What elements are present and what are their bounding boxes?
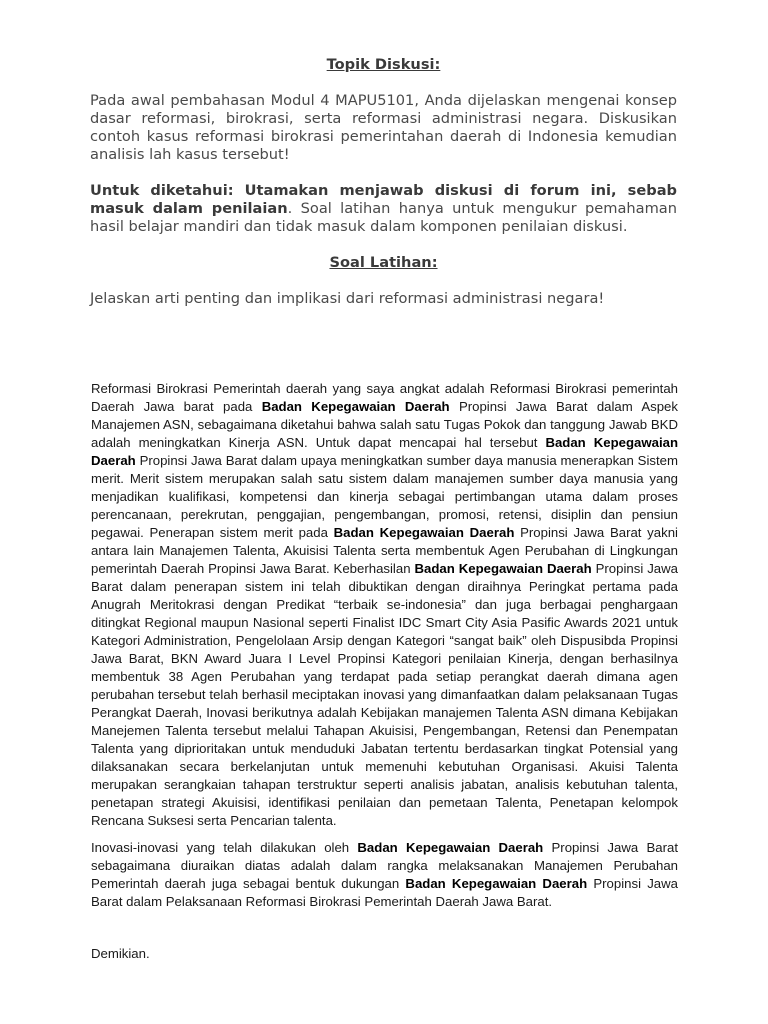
answer-text-segment: Propinsi Jawa Barat dalam upaya meningkatkan sumber daya manusia menerapkan Sistem merit. Merit sistem merupakan salah satu sistem dalam manajemen sumber daya manusia yang menjadikan kualifikasi, kompetensi dan kinerja sebagai pertimbangan utama dalam proses perencanaan, perekrutan, penggajian, pengembangan, promosi, retensi, disiplin dan pensiun pegawai. Penerapan sistem merit pada <box>91 453 678 540</box>
answer-text-segment: Propinsi Jawa Barat yakni antara lain Manajemen Talenta, Akuisisi Talenta serta membentuk Agen Perubahan di Lingkungan pemerintah Daerah Propinsi Jawa Barat. Keberhasilan <box>91 525 678 576</box>
answer-bold-segment: Badan Kepegawaian Daerah <box>261 399 450 414</box>
answer-bold-segment: Badan Kepegawaian Daerah <box>333 525 515 540</box>
answer-text-segment: Inovasi-inovasi yang telah dilakukan oleh <box>91 840 358 855</box>
soal-question: Jelaskan arti penting dan implikasi dari reformasi administrasi negara! <box>90 290 605 307</box>
answer-bold-segment: Badan Kepegawaian Daerah <box>91 435 678 468</box>
answer-text-segment: Propinsi Jawa Barat dalam penerapan sistem ini telah dibuktikan dengan diraihnya Peringkat pertama pada Anugrah Meritokrasi dengan Predikat “terbaik se-indonesia” dan juga berbagai penghargaan ditingkat Regional maupun Nasional seperti Finalist IDC Smart City Asia Pasific Awards 2021 untuk Kategori Administration, Pengelolaan Arsip dengan Kategori “sangat baik” oleh Dispusibda Propinsi Jawa Barat, BKN Award Juara I Level Propinsi Kategori penilaian Kinerja, dengan berhasilnya membentuk 38 Agen Perubahan yang terdapat pada setiap perangkat daerah dimana agen perubahan tersebut telah berhasil meciptakan inovasi yang dimanfaatkan dalam pelaksanaan Tugas Perangkat Daerah, Inovasi berikutnya adalah Kebijakan manajemen Talenta ASN dimana Kebijakan Manejemen Talenta tersebut melalui Tahapan Akuisisi, Pengembangan, Retensi dan Penempatan Talenta yang diprioritakan untuk menduduki Jabatan tertentu berdasarkan tingkat Potensial yang dilaksanakan secara berkelanjutan untuk memenuhi kebutuhan Organisasi. Akuisi Talenta merupakan serangkaian tahapan terstruktur seperti analisis jabatan, analisis kebutuhan talenta, penetapan strategi Akuisisi, identifikasi penilaian dan pemetaan Talenta, Penetapan kelompok Rencana Suksesi serta Pencarian talenta. <box>91 561 678 828</box>
answer-text-segment: Propinsi Jawa Barat dalam Pelaksanaan Reformasi Birokrasi Pemerintah Daerah Jawa Barat. <box>91 876 678 909</box>
answer-text-segment: Reformasi Birokrasi Pemerintah daerah yang saya angkat adalah Reformasi Birokrasi pemerintah Daerah Jawa barat pada <box>91 381 678 414</box>
closing-text: Demikian. <box>91 946 150 961</box>
answer-bold-segment: Badan Kepegawaian Daerah <box>405 876 588 891</box>
topik-heading: Topik Diskusi: <box>326 56 441 73</box>
answer-bold-segment: Badan Kepegawaian Daerah <box>414 561 592 576</box>
topik-paragraph: Pada awal pembahasan Modul 4 MAPU5101, Anda dijelaskan mengenai konsep dasar reformasi, birokrasi, serta reformasi administrasi negara. Diskusikan contoh kasus reformasi birokrasi pemerintahan daerah di Indonesia kemudian analisis lah kasus tersebut! <box>90 92 677 163</box>
note-bold-text: Untuk diketahui: Utamakan menjawab diskusi di forum ini, sebab masuk dalam penilaian <box>90 182 677 217</box>
note-paragraph <box>90 182 677 236</box>
answer-bold-segment: Badan Kepegawaian Daerah <box>357 840 544 855</box>
answer-text-segment: Propinsi Jawa Barat dalam Aspek Manajemen ASN, sebagaimana diketahui bahwa salah satu Tugas Pokok dan tanggung Jawab BKD adalah meningkatkan Kinerja ASN. Untuk dapat mencapai hal tersebut <box>91 399 678 450</box>
soal-heading: Soal Latihan: <box>329 254 438 271</box>
answer-text-segment: Propinsi Jawa Barat sebagaimana diuraikan diatas adalah dalam rangka melaksanakan Manajemen Perubahan Pemerintah daerah juga sebagai bentuk dukungan <box>91 840 678 891</box>
answer-paragraph-1 <box>91 380 678 830</box>
note-rest-text: . Soal latihan hanya untuk mengukur pemahaman hasil belajar mandiri dan tidak masuk dalam komponen penilaian diskusi. <box>90 200 677 235</box>
answer-paragraph-2 <box>91 839 678 911</box>
